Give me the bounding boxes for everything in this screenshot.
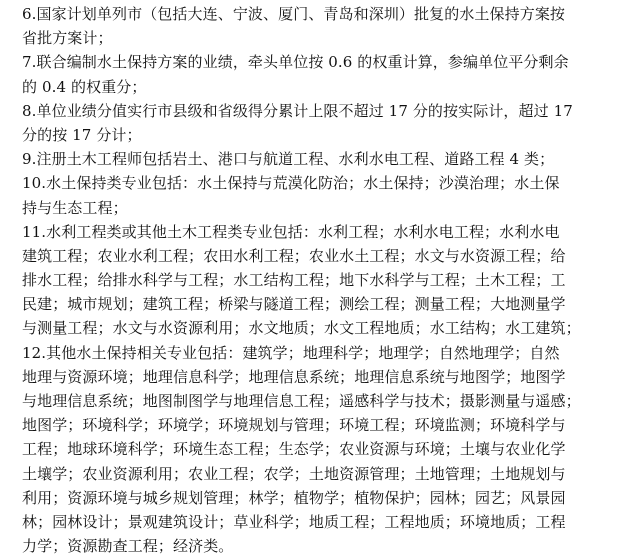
clause-9-line-1: 9.注册土木工程师包括岩土、港口与航道工程、水利水电工程、道路工程 4 类； <box>22 150 555 169</box>
clause-7-line-1: 7.联合编制水土保持方案的业绩，牵头单位按 0.6 的权重计算，参编单位平分剩余 <box>22 53 569 72</box>
clause-12-line-1: 12.其他水土保持相关专业包括：建筑学；地理科学；地理学；自然地理学；自然 <box>22 343 560 362</box>
clause-8-line-1: 8.单位业绩分值实行市县级和省级得分累计上限不超过 17 分的按实际计，超过 17 <box>22 101 573 120</box>
clause-6-line-1: 6.国家计划单列市（包括大连、宁波、厦门、青岛和深圳）批复的水土保持方案按 <box>22 5 566 23</box>
clause-10-line-1: 10.水土保持类专业包括：水土保持与荒漠化防治；水土保持；沙漠治理；水土保 <box>22 174 560 193</box>
clause-8-line-2: 分的按 17 分计； <box>22 125 142 144</box>
clause-12-line-5: 工程；地球环境科学；环境生态工程；生态学；农业资源与环境；土壤与农业化学 <box>22 440 566 459</box>
clause-12-line-7: 利用；资源环境与城乡规划管理；林学；植物学；植物保护；园林；园艺；风景园 <box>22 488 566 507</box>
clause-7-line-2: 的 0.4 的权重分； <box>22 77 147 96</box>
clause-10-line-2: 持与生态工程； <box>22 198 128 217</box>
clause-11-line-2: 建筑工程；农业水利工程；农田水利工程；农业水土工程；水文与水资源工程；给 <box>22 246 566 265</box>
clause-11-line-1: 11.水利工程类或其他土木工程类专业包括：水利工程；水利水电工程；水利水电 <box>22 222 560 241</box>
clause-12-line-8: 林；园林设计；景观建筑设计；草业科学；地质工程；工程地质；环境地质；工程 <box>22 512 566 531</box>
clause-11-line-4: 民建；城市规划；建筑工程；桥梁与隧道工程；测绘工程；测量工程；大地测量学 <box>22 295 566 314</box>
clause-12-line-4: 地图学；环境科学；环境学；环境规划与管理；环境工程；环境监测；环境科学与 <box>22 416 566 435</box>
clause-11-line-5: 与测量工程；水文与水资源利用；水文地质；水文工程地质；水工结构；水工建筑； <box>22 319 581 338</box>
clause-11-line-3: 排水工程；给排水科学与工程；水工结构工程；地下水科学与工程；土木工程；工 <box>22 271 566 290</box>
clause-12-line-3: 与地理信息系统；地图制图学与地理信息工程；遥感科学与技术；摄影测量与遥感； <box>22 392 581 410</box>
clause-12-line-9: 力学；资源勘查工程；经济类。 <box>22 537 234 556</box>
clause-12-line-2: 地理与资源环境；地理信息科学；地理信息系统；地理信息系统与地图学；地图学 <box>22 367 566 386</box>
clause-6-line-2: 省批方案计； <box>22 29 113 48</box>
clause-12-line-6: 土壤学；农业资源利用；农业工程；农学；土地资源管理；土地管理；土地规划与 <box>22 464 566 483</box>
